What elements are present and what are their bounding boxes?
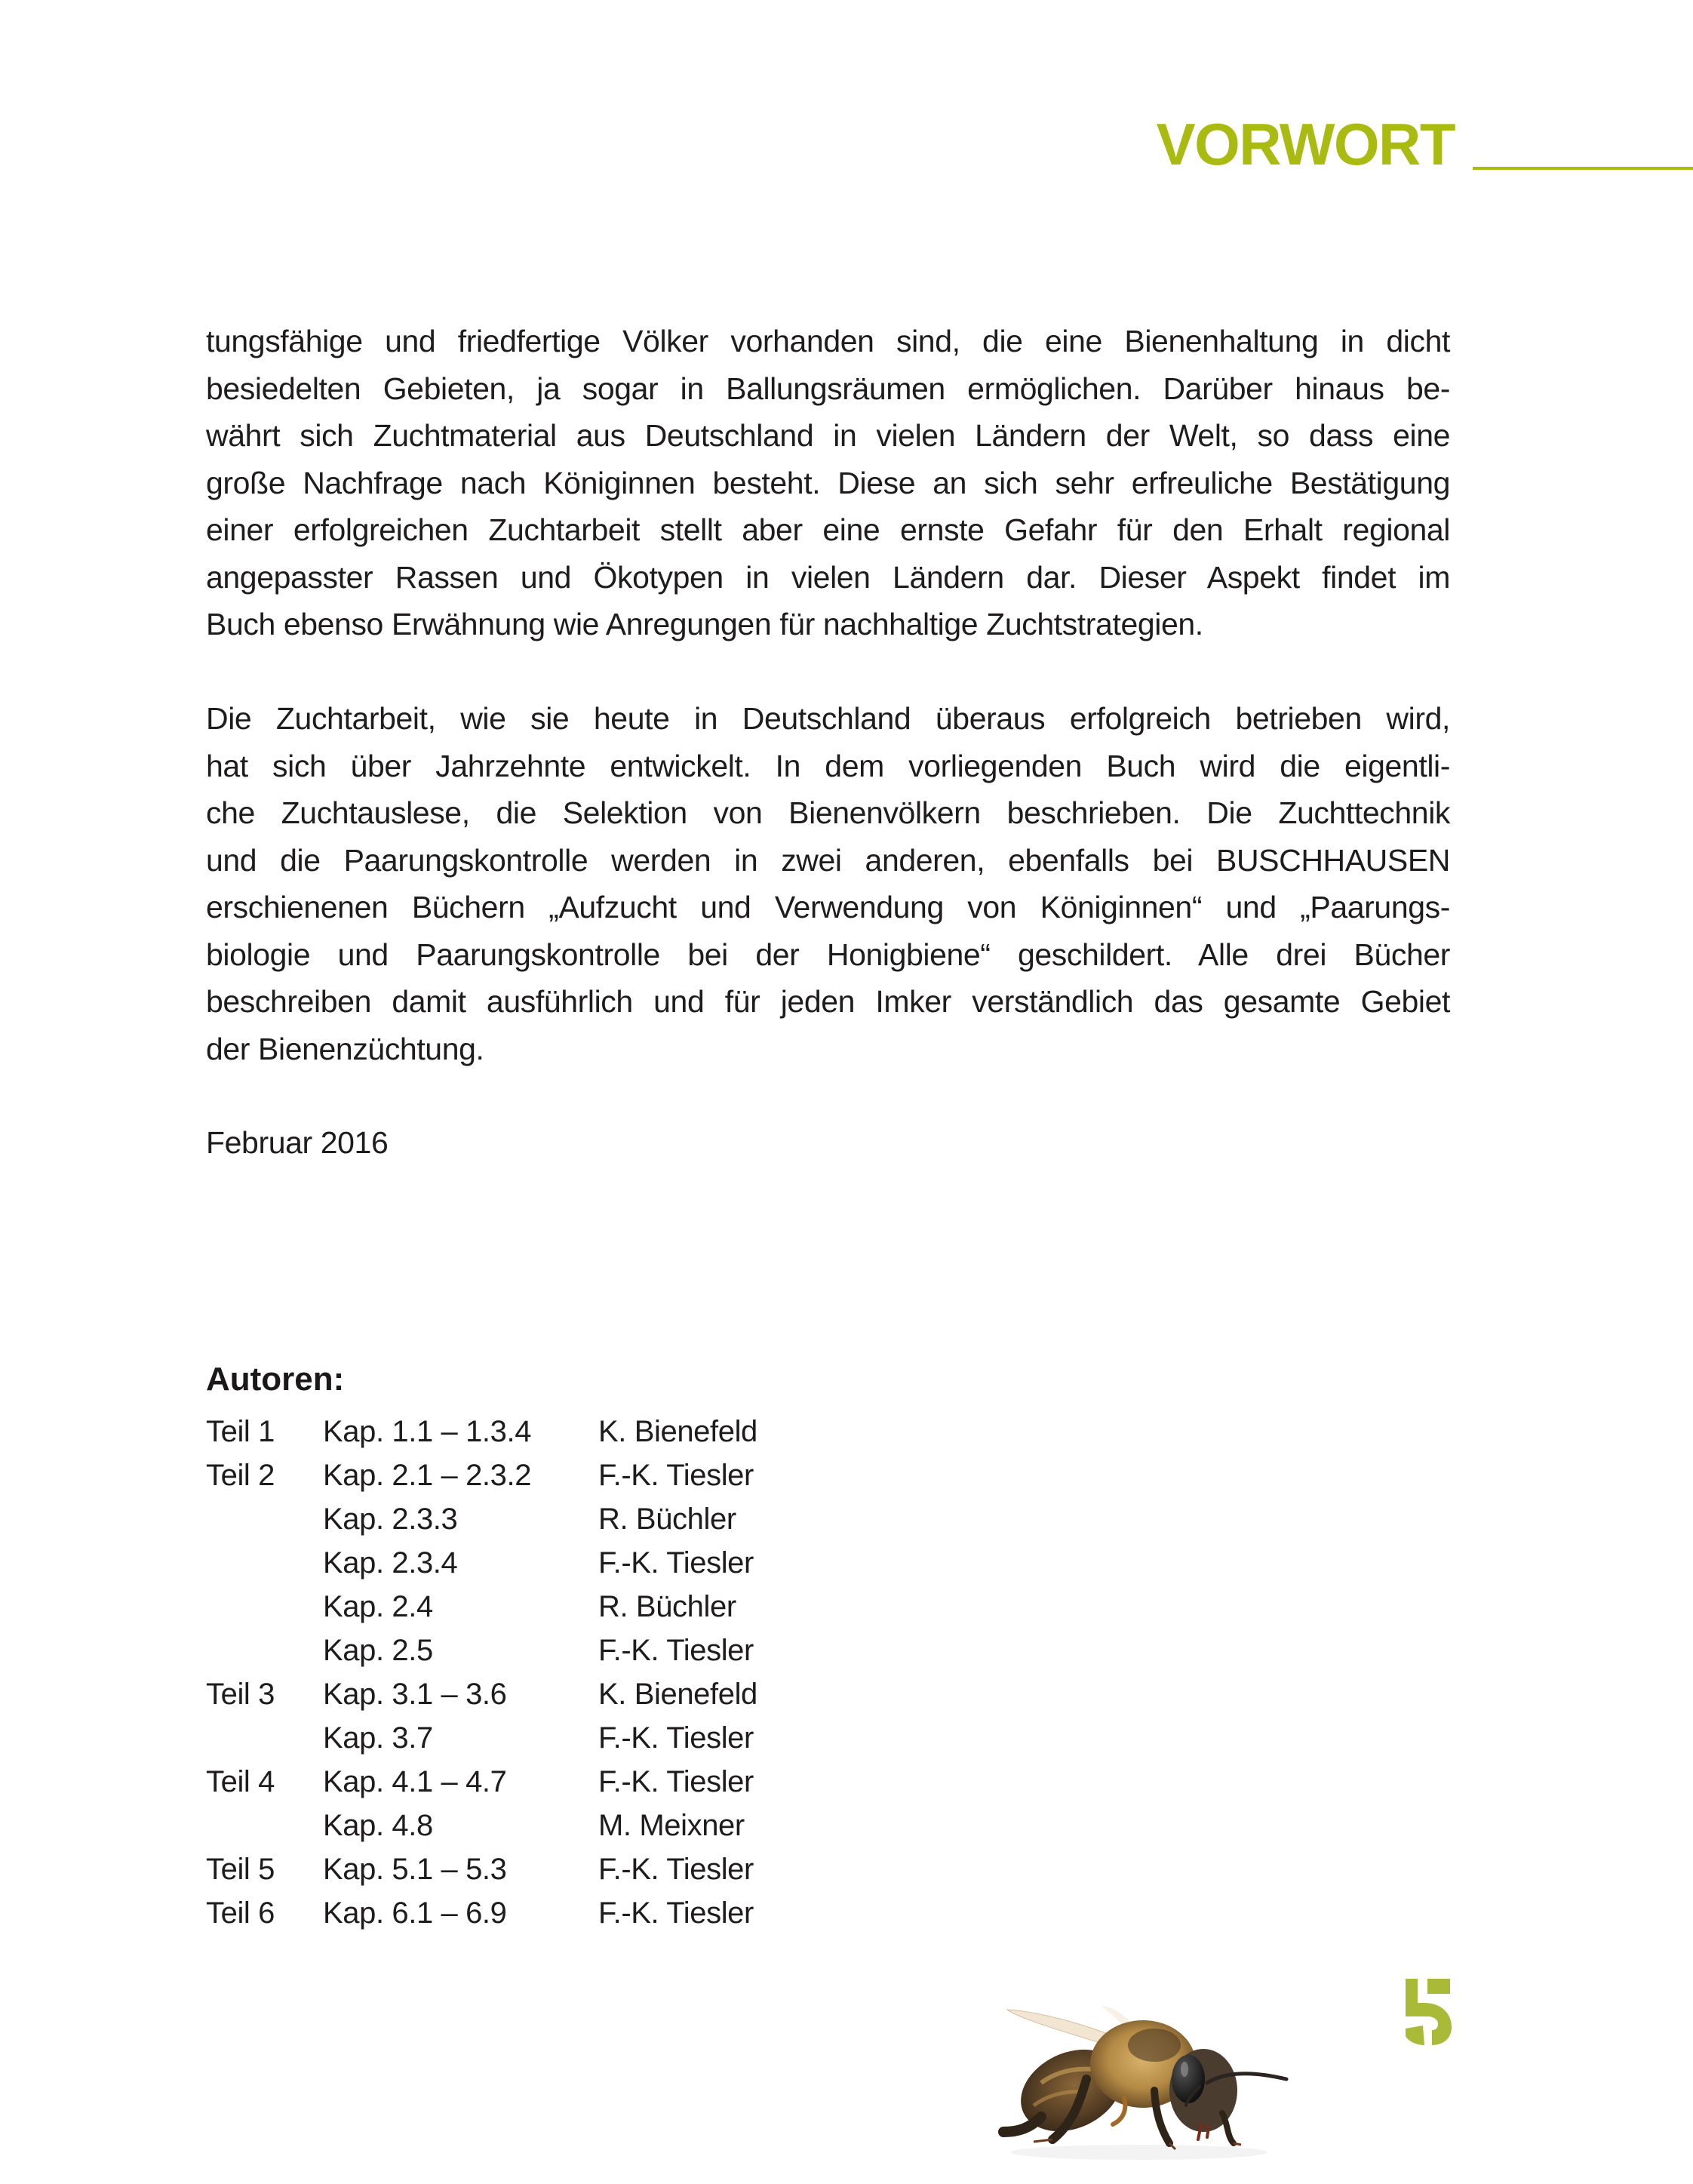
part-label: Teil 3 (206, 1678, 275, 1711)
author-name: F.-K. Tiesler (598, 1721, 754, 1755)
chapter-range: Kap. 5.1 – 5.3 (323, 1853, 507, 1886)
chapter-range: Kap. 2.4 (323, 1590, 433, 1623)
text-line: angepasster Rassen und Ökotypen in vielen Ländern dar. Dieser Aspekt findet im (206, 559, 1450, 595)
text-line: einer erfolgreichen Zuchtarbeit stellt aber eine ernste Gefahr für den Erhalt regional (206, 512, 1450, 547)
authors-table (206, 1410, 885, 1935)
page-number-text: 5 (1428, 2024, 1429, 2025)
author-name: K. Bienefeld (598, 1678, 757, 1711)
authors-heading: Autoren: (206, 1361, 345, 1398)
author-row (206, 1541, 885, 1585)
chapter-range: Kap. 2.1 – 2.3.2 (323, 1459, 532, 1492)
text-line: biologie und Paarungskontrolle bei der Honigbiene“ geschildert. Alle drei Bücher (206, 937, 1450, 972)
chapter-range: Kap. 2.3.3 (323, 1503, 458, 1536)
chapter-range: Kap. 2.3.4 (323, 1546, 458, 1580)
text-line: che Zuchtauslese, die Selektion von Bienenvölkern beschrieben. Die Zuchttechnik (206, 795, 1450, 830)
part-label: Teil 6 (206, 1896, 275, 1930)
author-name: M. Meixner (598, 1809, 745, 1842)
part-label: Teil 1 (206, 1415, 275, 1448)
author-name: R. Büchler (598, 1590, 736, 1623)
author-row (206, 1453, 885, 1497)
author-row (206, 1497, 885, 1541)
text-line: Buch ebenso Erwähnung wie Anregungen für nachhaltige Zuchtstrategien. (206, 607, 1203, 641)
part-label: Teil 5 (206, 1853, 275, 1886)
author-name: F.-K. Tiesler (598, 1459, 754, 1492)
author-row (206, 1760, 885, 1804)
date-line: Februar 2016 (206, 1125, 389, 1160)
author-name: K. Bienefeld (598, 1415, 757, 1448)
text-line: erschienenen Büchern „Aufzucht und Verwendung von Königinnen“ und „Paarungs- (206, 890, 1450, 924)
paragraph-1 (206, 318, 1450, 648)
part-label: Teil 2 (206, 1459, 275, 1492)
text-line: große Nachfrage nach Königinnen besteht. Diese an sich sehr erfreuliche Bestätigung (206, 465, 1450, 500)
chapter-range: Kap. 6.1 – 6.9 (323, 1896, 507, 1930)
author-row (206, 1847, 885, 1891)
author-name: F.-K. Tiesler (598, 1634, 754, 1667)
text-line: der Bienenzüchtung. (206, 1031, 484, 1066)
honeybee-icon (988, 1985, 1305, 2166)
author-row (206, 1410, 885, 1453)
page-number (1402, 1964, 1455, 2047)
author-name: F.-K. Tiesler (598, 1896, 754, 1930)
author-row (206, 1672, 885, 1716)
author-name: F.-K. Tiesler (598, 1853, 754, 1886)
chapter-range: Kap. 4.8 (323, 1809, 433, 1842)
chapter-range: Kap. 4.1 – 4.7 (323, 1765, 507, 1798)
author-row (206, 1629, 885, 1672)
chapter-range: Kap. 3.7 (323, 1721, 433, 1755)
chapter-range: Kap. 2.5 (323, 1634, 433, 1667)
paragraph-2 (206, 695, 1450, 1072)
author-row (206, 1891, 885, 1935)
page-title: VORWORT (1156, 111, 1455, 177)
text-line: und die Paarungskontrolle werden in zwei anderen, ebenfalls bei BUSCHHAUSEN (206, 842, 1450, 878)
chapter-range: Kap. 1.1 – 1.3.4 (323, 1415, 532, 1448)
text-line: tungsfähige und friedfertige Völker vorhanden sind, die eine Bienenhaltung in dicht (206, 324, 1450, 358)
text-line: beschreiben damit ausführlich und für jeden Imker verständlich das gesamte Gebiet (206, 984, 1450, 1019)
author-row (206, 1804, 885, 1847)
text-line: hat sich über Jahrzehnte entwickelt. In dem vorliegenden Buch wird die eigentli- (206, 748, 1450, 783)
author-name: R. Büchler (598, 1503, 736, 1536)
author-name: F.-K. Tiesler (598, 1546, 754, 1580)
author-row (206, 1585, 885, 1629)
author-row (206, 1716, 885, 1760)
part-label: Teil 4 (206, 1765, 275, 1798)
text-line: währt sich Zuchtmaterial aus Deutschland in vielen Ländern der Welt, so dass eine (206, 418, 1450, 453)
heading-rule (1473, 167, 1693, 170)
text-line: besiedelten Gebieten, ja sogar in Ballungsräumen ermöglichen. Darüber hinaus be- (206, 371, 1450, 406)
author-name: F.-K. Tiesler (598, 1765, 754, 1798)
text-line: Die Zuchtarbeit, wie sie heute in Deutschland überaus erfolgreich betrieben wird, (206, 701, 1450, 736)
chapter-range: Kap. 3.1 – 3.6 (323, 1678, 507, 1711)
